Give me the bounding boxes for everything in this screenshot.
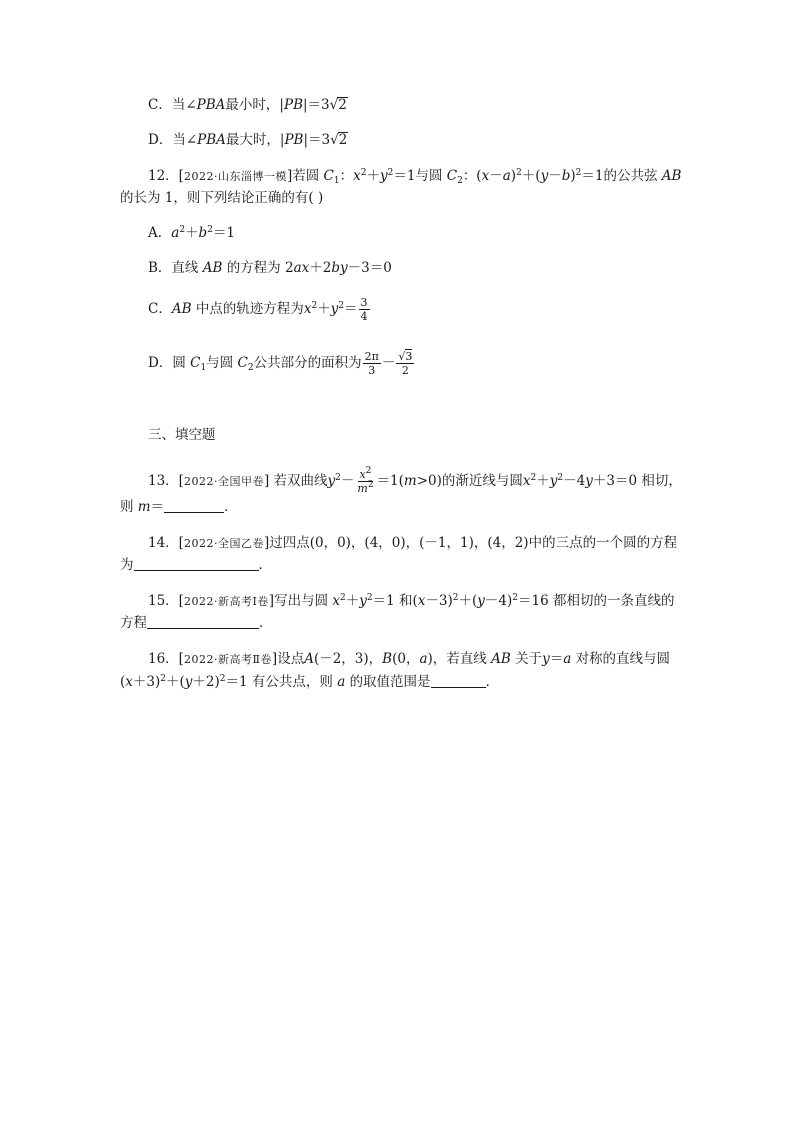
q15-stem-line2: 方程 ．	[120, 615, 273, 631]
q16-stem-line2: $(x+3)^2+(y+2)^2=1$ 有公共点，则 a 的取值范围是 ．	[120, 674, 500, 690]
q12-stem: 12．[2022·山东淄博一模]若圆 $C_1$：$x^2+y^2=1$与圆 $C_2$：$(x-a)^2+(y-b)^2=1$的公共弦 AB	[148, 168, 682, 186]
sqrt-symbol: √2	[330, 132, 348, 148]
fraction: $\frac{x^2}{m^2}$	[357, 466, 374, 495]
fraction: $\frac{2\pi}{3}$	[364, 350, 379, 377]
section-title: 三、填空题	[148, 427, 216, 443]
q15-stem: 15．[2022·新高考Ⅰ卷]写出与圆 $x^2+y^2=1$ 和$(x-3)^2+(y-4)^2=16$ 都相切的一条直线的	[148, 593, 675, 609]
q14-stem: 14．[2022·全国乙卷]过四点(0，0)，(4，0)，(－1，1)，(4，2)中的三点的一个圆的方程	[148, 535, 678, 551]
sqrt-symbol: √2	[329, 97, 347, 113]
q13-stem: 13．[2022·全国甲卷] 若双曲线$y^2-$ $\frac{x^2}{m^2}$ ＝1(m>0)的渐近线与圆$x^2+y^2-4y+3=0$ 相切，	[148, 466, 682, 495]
q16-stem: 16．[2022·新高考Ⅱ卷]设点A(－2，3)，B(0，a)，若直线 AB 关于y＝a 对称的直线与圆	[148, 651, 671, 667]
answer-blank[interactable]	[431, 673, 486, 688]
sqrt-symbol: √	[398, 350, 406, 363]
q11-option-d: D．当∠PBA最大时，|PB|＝3√2	[148, 132, 348, 148]
answer-blank[interactable]	[134, 556, 259, 571]
q12-option-a: A．$a^2+b^2=1$	[148, 225, 236, 241]
q14-stem-line2: 为 ．	[120, 557, 272, 573]
q12-option-c: C．AB 中点的轨迹方程为$x^2+y^2=$ $\frac{3}{4}$	[148, 296, 368, 323]
fraction: $\frac{3}{4}$	[360, 296, 368, 323]
q12-stem-line2: 的长为 1，则下列结论正确的有( )	[120, 190, 324, 206]
fraction: $\frac{√3}{2}$	[398, 350, 413, 377]
q11-option-c: C．当∠PBA最小时，|PB|＝3√2	[148, 97, 347, 113]
answer-blank[interactable]	[164, 498, 224, 513]
q13-stem-line2: 则 m＝ ．	[120, 499, 238, 515]
q12-option-d: D．圆 $C_1$与圆 $C_2$公共部分的面积为 $\frac{2\pi}{3}$ － $\frac{√3}{2}$	[148, 350, 413, 377]
answer-blank[interactable]	[147, 614, 259, 629]
q12-option-b: B．直线 AB 的方程为 2ax＋2by－3＝0	[148, 260, 392, 276]
